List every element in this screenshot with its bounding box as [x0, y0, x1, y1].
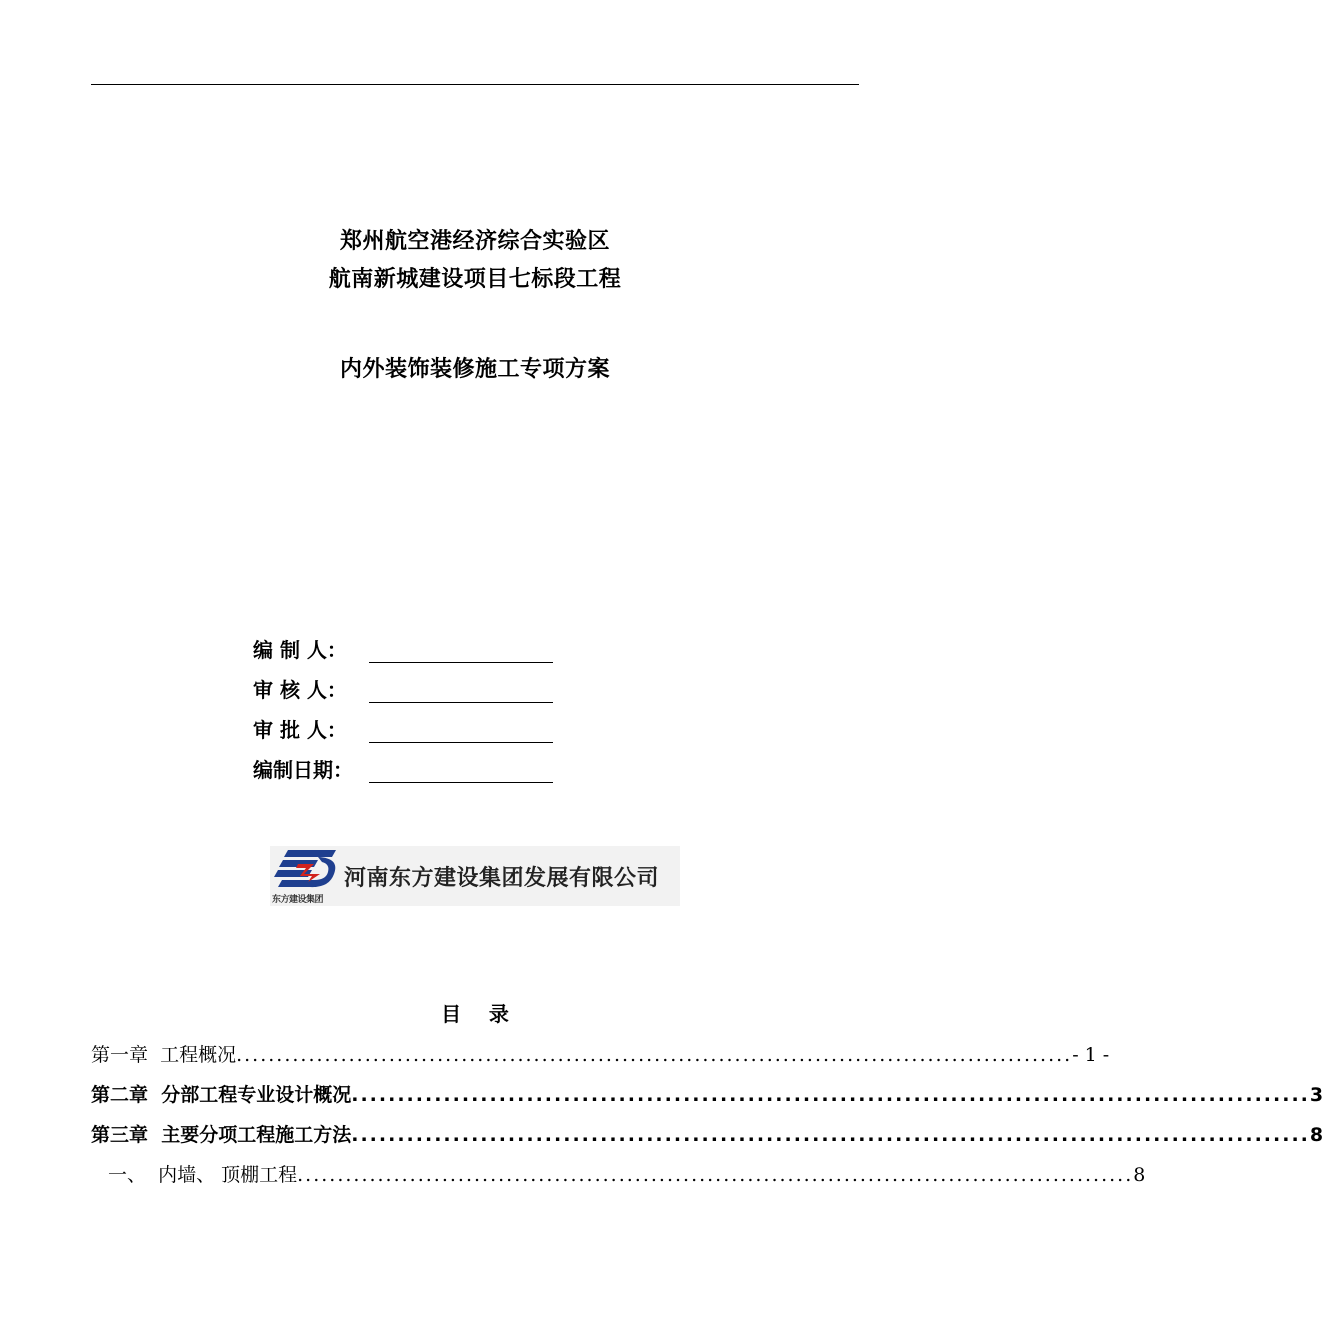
signature-compiler	[253, 634, 553, 663]
signature-label: 编 制 人：	[253, 638, 347, 662]
company-logo	[270, 846, 680, 906]
toc-entry[interactable]	[108, 1160, 1146, 1187]
signature-label: 编制日期：	[253, 758, 353, 782]
toc-title: 目 录	[441, 1002, 509, 1026]
toc-entry[interactable]	[91, 1040, 1110, 1067]
header-rule	[91, 84, 859, 85]
company-name: 河南东方建设集团发展有限公司	[344, 865, 660, 891]
signature-label: 审 核 人：	[253, 678, 347, 702]
toc-entry-label: 第一章 工程概况	[91, 1044, 237, 1066]
toc-entry[interactable]	[91, 1080, 1323, 1107]
signature-blank	[369, 758, 553, 783]
cover-title-line3: 内外装饰装修施工专项方案	[339, 357, 610, 382]
toc-entry-page: 8	[1309, 1124, 1323, 1146]
cover-title-line2: 航南新城建设项目七标段工程	[328, 267, 622, 292]
toc-entry-label: 第二章 分部工程专业设计概况	[91, 1084, 352, 1106]
logo-subtitle: 东方建设集团	[272, 895, 324, 905]
toc-entry-page: - 1 -	[1072, 1044, 1110, 1066]
company-logo-icon	[270, 846, 342, 906]
signature-date	[253, 754, 553, 783]
toc-leader: ........................................................................................................	[297, 1164, 1134, 1186]
signature-blank	[369, 718, 553, 743]
toc-entry-label: 第三章 主要分项工程施工方法	[91, 1124, 352, 1146]
signature-blank	[369, 638, 553, 663]
toc-entry-page: 8	[1133, 1164, 1146, 1186]
toc-entry-label: 一、 内墙、 顶棚工程	[108, 1164, 298, 1186]
signature-approver	[253, 714, 553, 743]
signature-blank	[369, 678, 553, 703]
signature-label: 审 批 人：	[253, 718, 347, 742]
toc-leader: ........................................................................................................	[236, 1044, 1073, 1066]
toc-leader: ........................................................................................................	[351, 1084, 1310, 1106]
toc-entry-page: 3	[1309, 1084, 1323, 1106]
toc-leader: ........................................................................................................	[351, 1124, 1310, 1146]
signature-reviewer	[253, 674, 553, 703]
toc-entry[interactable]	[91, 1120, 1323, 1147]
cover-title-line1: 郑州航空港经济综合实验区	[339, 229, 610, 254]
